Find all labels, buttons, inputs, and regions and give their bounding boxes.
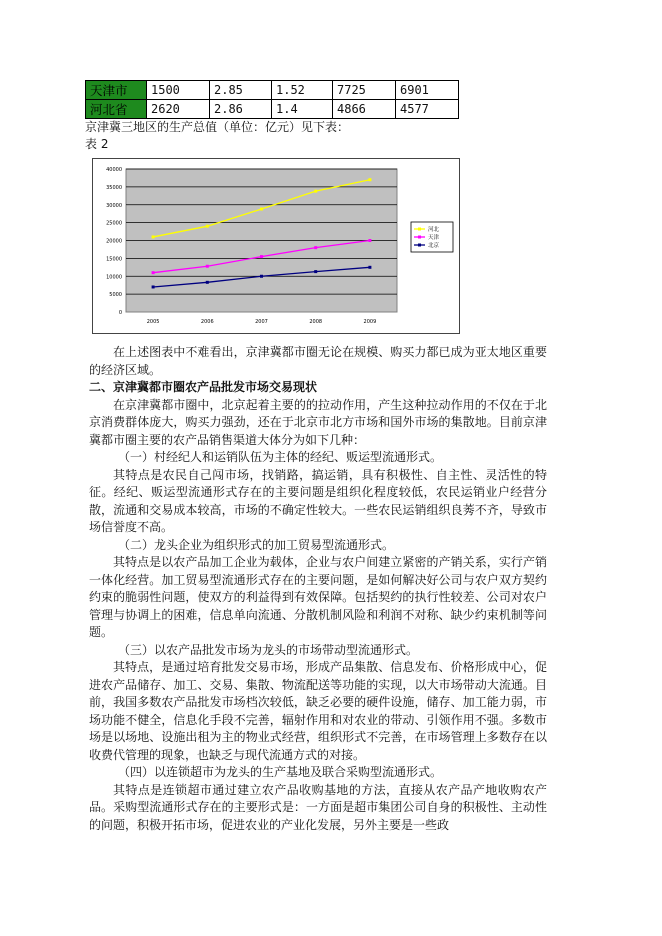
y-tick-label: 25000	[106, 220, 122, 227]
legend-label-天津: 天津	[428, 235, 440, 241]
table-cell: 1.52	[272, 81, 333, 100]
table-row	[86, 81, 459, 100]
paragraph: 其特点是农民自己闯市场，找销路，搞运销，具有积极性、自主性、灵活性的特征。经纪、贩运型流通形式存在的主要问题是组织化程度较低，农民运销业户经营分散，流通和交易成本较高，市场的不确定性较大。一些农民运销组织良莠不齐，导致市场信誉度不高。	[89, 467, 547, 534]
chart-frame	[92, 158, 460, 334]
table-cell: 2.86	[210, 100, 272, 119]
legend-marker-北京	[418, 244, 421, 247]
data-point-北京	[152, 285, 155, 288]
data-point-北京	[206, 281, 209, 284]
data-point-河北	[152, 235, 155, 238]
y-tick-label: 0	[118, 310, 122, 316]
y-tick-label: 10000	[106, 274, 122, 281]
table-label: 表 2	[85, 137, 109, 151]
paragraph: 在上述图表中不难看出，京津冀都市圈无论在规模、购买力都已成为亚太地区重要的经济区域。	[89, 345, 547, 377]
table-cell: 2620	[147, 100, 210, 119]
x-tick-label: 2007	[255, 319, 268, 325]
x-tick-label: 2008	[309, 319, 323, 325]
data-point-北京	[368, 266, 371, 269]
data-table	[85, 80, 459, 119]
x-tick-label: 2009	[363, 319, 377, 325]
legend-label-北京: 北京	[428, 243, 440, 249]
y-tick-label: 30000	[106, 202, 122, 209]
paragraph: 其特点是以农产品加工企业为载体，企业与农户间建立紧密的产销关系，实行产销一体化经营。加工贸易型流通形式存在的主要问题，是如何解决好公司与农户双方契约约束的脆弱性问题，使双方的利益得到有效保障。包括契约的执行性较差、公司对农户管理与协调上的困难，信息单向流通、分散机制风险和利润不对称、缺少约束机制等问题。	[89, 555, 547, 639]
data-point-天津	[260, 255, 263, 258]
paragraph: 其特点是连锁超市通过建立农产品收购基地的方法，直接从农产品产地收购农产品。采购型流通形式存在的主要形式是：一方面是超市集团公司自身的积极性、主动性的问题，积极开拓市场，促进农业的产业化发展，另外主要是一些政	[89, 782, 547, 832]
body-text	[89, 344, 547, 834]
y-tick-label: 35000	[106, 184, 122, 191]
data-point-天津	[152, 271, 155, 274]
table-cell-region: 河北省	[86, 100, 147, 119]
gdp-line-chart	[93, 159, 459, 333]
table-cell: 4866	[333, 100, 396, 119]
data-point-河北	[314, 190, 317, 193]
table-caption: 京津冀三地区的生产总值（单位：亿元）见下表：	[85, 120, 350, 134]
data-point-天津	[368, 239, 371, 242]
y-tick-label: 15000	[106, 256, 122, 263]
y-tick-label: 5000	[109, 292, 122, 299]
subsection-heading: （四）以连锁超市为龙头的生产基地及联合采购型流通形式。	[118, 765, 443, 779]
table-cell-region: 天津市	[86, 81, 147, 100]
table-cell: 1.4	[272, 100, 333, 119]
table-cell: 1500	[147, 81, 210, 100]
legend-marker-天津	[418, 236, 421, 239]
data-point-北京	[260, 275, 263, 278]
data-point-天津	[314, 246, 317, 249]
table-cell: 7725	[333, 81, 396, 100]
data-point-河北	[206, 225, 209, 228]
subsection-heading: （二）龙头企业为组织形式的加工贸易型流通形式。	[118, 537, 395, 552]
x-tick-label: 2006	[200, 319, 214, 325]
data-point-天津	[206, 265, 209, 268]
data-point-河北	[368, 178, 371, 181]
subsection-heading: （三）以农产品批发市场为龙头的市场带动型流通形式。	[118, 642, 419, 657]
table-cell: 4577	[396, 100, 459, 119]
table-cell: 2.85	[210, 81, 272, 100]
x-tick-label: 2005	[146, 319, 160, 325]
paragraph: 在京津冀都市圈中，北京起着主要的的拉动作用，产生这种拉动作用的不仅在于北京消费群体庞大，购买力强劲，还在于北京市北方市场和国外市场的集散地。目前京津冀都市圈主要的农产品销售渠道大体分为如下几种：	[89, 397, 547, 447]
table-cell: 6901	[396, 81, 459, 100]
y-tick-label: 40000	[106, 167, 122, 173]
data-point-北京	[314, 270, 317, 273]
section-heading: 二、京津冀都市圈农产品批发市场交易现状	[89, 380, 318, 394]
data-point-河北	[260, 208, 263, 211]
legend-marker-河北	[418, 228, 421, 231]
subsection-heading: （一）村经纪人和运销队伍为主体的经纪、贩运型流通形式。	[118, 450, 443, 464]
table-row	[86, 100, 459, 119]
legend-label-河北: 河北	[428, 227, 440, 233]
paragraph: 其特点，是通过培育批发交易市场，形成产品集散、信息发布、价格形成中心，促进农产品储存、加工、交易、集散、物流配送等功能的实现，以大市场带动大流通。目前，我国多数农产品批发市场档次较低，缺乏必要的硬件设施，储存、加工能力弱，市场功能不健全，信息化手段不完善，辐射作用和对农业的带动、引领作用不强。多数市场是以场地、设施出租为主的物业式经营，组织形式不完善，在市场管理上多数存在以收费代管理的现象，也缺乏与现代流通方式的对接。	[89, 660, 547, 762]
y-tick-label: 20000	[106, 238, 122, 245]
